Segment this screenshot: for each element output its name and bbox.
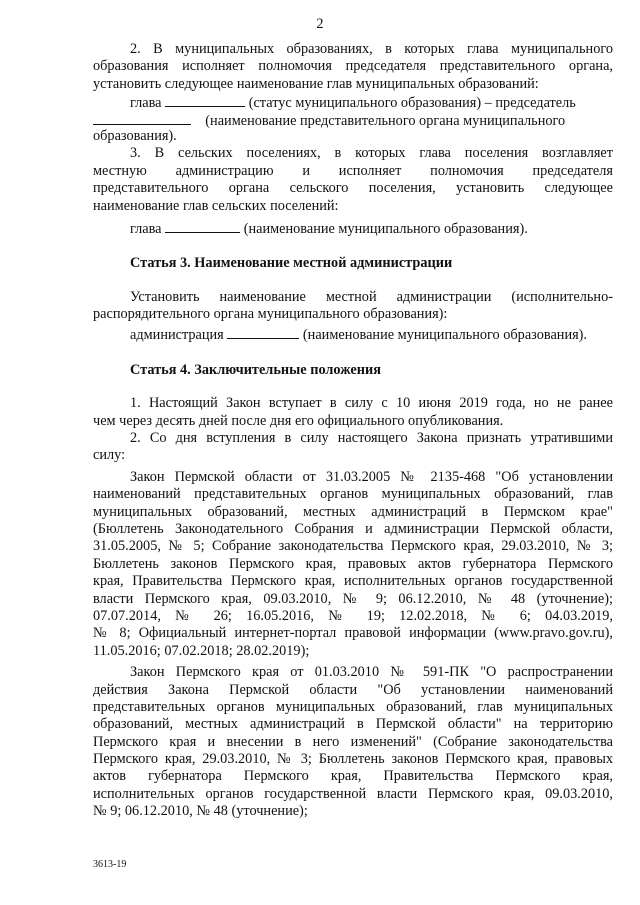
article-3-heading: Статья 3. Наименование местной администрации: [130, 255, 453, 272]
document-code: 3613-19: [93, 859, 127, 870]
text-line: наименование глав сельских поселений:: [93, 197, 339, 214]
blank-field: [93, 111, 191, 125]
text-line: № 9; 06.12.2010, № 48 (уточнение);: [93, 803, 308, 820]
text-line: Закон Пермского края от 01.03.2010 № 591-ПК "О распространении: [130, 664, 613, 681]
glava-template-line: глава (наименование муниципального образования).: [130, 220, 528, 237]
text-line: 11.05.2016; 07.02.2018; 28.02.2019);: [93, 642, 310, 659]
text-line: 31.05.2005, № 5; Собрание законодательства Пермского края, 29.03.2010, № 3;: [93, 538, 613, 555]
text-line: действия Закона Пермской области "Об установлении наименований: [93, 681, 613, 698]
text-line: представительного органа сельского поселения, установить следующее: [93, 180, 613, 197]
text-line: образования).: [93, 127, 177, 144]
blank-field: [165, 93, 245, 107]
text-line: 3. В сельских поселениях, в которых глава поселения возглавляет: [130, 145, 613, 162]
text-line: Пермского края и внесении в него изменений" (Собрание законодательства: [93, 733, 613, 750]
article-4-heading: Статья 4. Заключительные положения: [130, 361, 381, 378]
text-line: чем через десять дней после дня его официального опубликования.: [93, 412, 504, 429]
text-line: силу:: [93, 447, 126, 464]
blank-field: [165, 219, 240, 233]
page-number: 2: [316, 16, 324, 32]
text-line: распорядительного органа муниципального образования):: [93, 306, 448, 323]
text-line: 2. Со дня вступления в силу настоящего Закона признать утратившими: [130, 430, 613, 447]
glava-template-line: глава (статус муниципального образования) – председатель: [130, 95, 576, 112]
text-line: (Бюллетень Законодательного Собрания и администрации Пермской области,: [93, 520, 613, 537]
text-line: 1. Настоящий Закон вступает в силу с 10 июня 2019 года, но не ранее: [130, 395, 613, 412]
text-line: 07.07.2014, № 26; 16.05.2016, № 19; 12.02.2018, № 6; 04.03.2019,: [93, 607, 613, 624]
text-line: Установить наименование местной администрации (исполнительно-: [130, 288, 613, 305]
text-line: муниципальных образований, местных администраций в Пермском крае": [93, 503, 613, 520]
text-line: Бюллетень законов Пермского края, правовых актов губернатора Пермского: [93, 555, 613, 572]
text-line: Закон Пермской области от 31.03.2005 № 2135-468 "Об установлении: [130, 468, 613, 485]
text-line: власти Пермского края, 09.03.2010, № 9; 06.12.2010, № 48 (уточнение);: [93, 590, 613, 607]
text-line: представительных органов муниципальных образований, глав муниципальных: [93, 698, 613, 715]
admin-template-line: администрация (наименование муниципального образования).: [130, 327, 588, 344]
text-line: края, Правительства Пермского края, исполнительных органов государственной: [93, 573, 613, 590]
text-line: исполнительных органов государственной власти Пермского края, 09.03.2010,: [93, 785, 613, 802]
text-line: Пермского края, 29.03.2010, № 3; Бюллетень законов Пермского края, правовых: [93, 751, 613, 768]
text-line: актов губернатора Пермского края, Правительства Пермского края,: [93, 768, 613, 785]
blank-field: [227, 325, 299, 339]
text-line: № 8; Официальный интернет-портал правовой информации (www.pravo.gov.ru),: [93, 625, 613, 642]
text-line: образований, местных администраций в Пермской области" на территорию: [93, 716, 613, 733]
text-line: 2. В муниципальных образованиях, в которых глава муниципального: [130, 41, 613, 57]
document-body: [93, 41, 613, 821]
glava-template-line: (наименование представительного органа муниципального: [93, 111, 613, 128]
text-line: образования исполняет полномочия председателя представительного органа,: [93, 58, 613, 75]
text-line: наименований представительных органов муниципальных образований, глав: [93, 486, 613, 503]
text-line: местную администрацию и исполняет полномочия председателя: [93, 162, 613, 179]
text-line: установить следующее наименование глав муниципальных образований:: [93, 75, 539, 92]
